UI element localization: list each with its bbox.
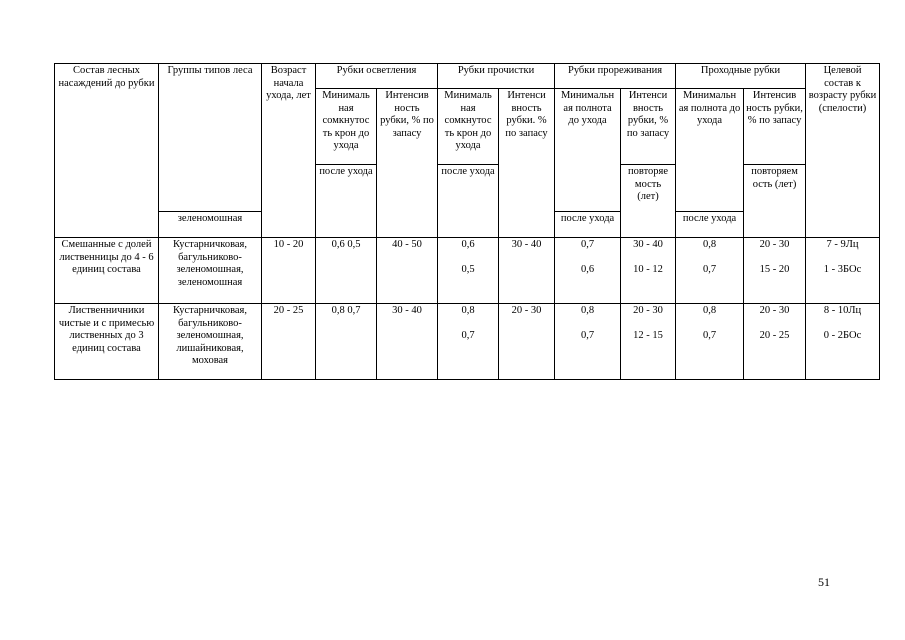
- header-cleaning-cut: Рубки прочистки: [438, 64, 555, 89]
- row-cleaning-min: [438, 238, 499, 304]
- value-top: 8 - 10Лц: [823, 305, 862, 316]
- row-thinning-int: [621, 304, 676, 380]
- value-bottom: 0,7: [580, 329, 595, 341]
- row-thinning-int: [621, 238, 676, 304]
- table-row: [55, 238, 880, 304]
- header-cleaning-after: после ухода: [438, 165, 499, 238]
- value-bottom: 0 - 2БОс: [823, 329, 862, 341]
- value-top: 0,8: [702, 239, 717, 250]
- value-top: 0,6: [461, 239, 475, 250]
- header-cleaning-int: Интенси вность рубки. % по запасу: [499, 89, 555, 238]
- row-cleaning-int: 20 - 30: [499, 304, 555, 380]
- value-bottom: 0,7: [702, 329, 717, 341]
- row-passage-min: [676, 238, 744, 304]
- header-composition: Состав лесных насаждений до рубки: [55, 64, 159, 238]
- value-top: 20 - 30: [759, 239, 790, 250]
- row-passage-int: [744, 238, 806, 304]
- value-top: 7 - 9Лц: [826, 239, 859, 250]
- header-passage-repeat: повторяем ость (лет): [744, 165, 806, 238]
- row-target: [806, 238, 880, 304]
- table-row: [55, 304, 880, 380]
- header-forest-groups: Группы типов леса: [159, 64, 262, 212]
- header-lighting-cut: Рубки осветления: [316, 64, 438, 89]
- row-forest-groups: Кустарничковая, багульниково-зеленомошная, зеленомошная: [159, 238, 262, 304]
- value-bottom: 0,5: [461, 263, 475, 275]
- header-lighting-int: Интенсив ность рубки, % по запасу: [377, 89, 438, 238]
- row-target: [806, 304, 880, 380]
- row-thinning-min: [555, 304, 621, 380]
- header-passage-cut: Проходные рубки: [676, 64, 806, 89]
- value-bottom: 0,7: [461, 329, 475, 341]
- row-passage-int: [744, 304, 806, 380]
- value-top: 20 - 30: [633, 305, 663, 316]
- value-bottom: 12 - 15: [633, 329, 663, 341]
- forest-care-table: [54, 63, 880, 380]
- header-thinning-cut: Рубки прореживания: [555, 64, 676, 89]
- header-thinning-int: Интенси вность рубки, % по запасу: [621, 89, 676, 165]
- value-top: 0,7: [580, 239, 595, 250]
- value-bottom: 10 - 12: [633, 263, 663, 275]
- value-top: 20 - 30: [759, 305, 790, 316]
- row-age: 20 - 25: [262, 304, 316, 380]
- row-lighting-int: 30 - 40: [377, 304, 438, 380]
- header-start-age: Возраст начала ухода, лет: [262, 64, 316, 238]
- header-lighting-after: после ухода: [316, 165, 377, 238]
- header-passage-min: Минимальн ая полнота до ухода: [676, 89, 744, 212]
- header-thinning-min: Минимальн ая полнота до ухода: [555, 89, 621, 212]
- row-composition: Смешанные с долей лиственницы до 4 - 6 единиц состава: [55, 238, 159, 304]
- row-age: 10 - 20: [262, 238, 316, 304]
- row-cleaning-int: 30 - 40: [499, 238, 555, 304]
- header-lighting-min: Минималь ная сомкнутос ть крон до ухода: [316, 89, 377, 165]
- value-bottom: 0,6: [580, 263, 595, 275]
- header-thinning-repeat: повторяе мость (лет): [621, 165, 676, 238]
- header-forest-groups-bottom: зеленомошная: [159, 212, 262, 238]
- value-top: 0,8: [702, 305, 717, 316]
- value-top: 0,8: [580, 305, 595, 316]
- row-forest-groups: Кустарничковая, багульниково-зеленомошная, лишайниковая, моховая: [159, 304, 262, 380]
- value-top: 30 - 40: [633, 239, 663, 250]
- row-thinning-min: [555, 238, 621, 304]
- row-composition: Лиственничники чистые и с примесью лиственных до 3 единиц состава: [55, 304, 159, 380]
- row-lighting-int: 40 - 50: [377, 238, 438, 304]
- value-bottom: 0,7: [702, 263, 717, 275]
- header-thinning-after: после ухода: [555, 212, 621, 238]
- header-cleaning-min: Минималь ная сомкнутос ть крон до ухода: [438, 89, 499, 165]
- header-passage-int: Интенсив ность рубки, % по запасу: [744, 89, 806, 165]
- header-target: Целевой состав к возрасту рубки (спелости): [806, 64, 880, 238]
- value-bottom: 20 - 25: [759, 329, 790, 341]
- row-lighting-min: 0,8 0,7: [316, 304, 377, 380]
- header-passage-after: после ухода: [676, 212, 744, 238]
- value-bottom: 1 - 3БОс: [823, 263, 862, 275]
- row-cleaning-min: [438, 304, 499, 380]
- value-top: 0,8: [461, 305, 475, 316]
- row-lighting-min: 0,6 0,5: [316, 238, 377, 304]
- page-number: 51: [818, 575, 830, 589]
- row-passage-min: [676, 304, 744, 380]
- value-bottom: 15 - 20: [759, 263, 790, 275]
